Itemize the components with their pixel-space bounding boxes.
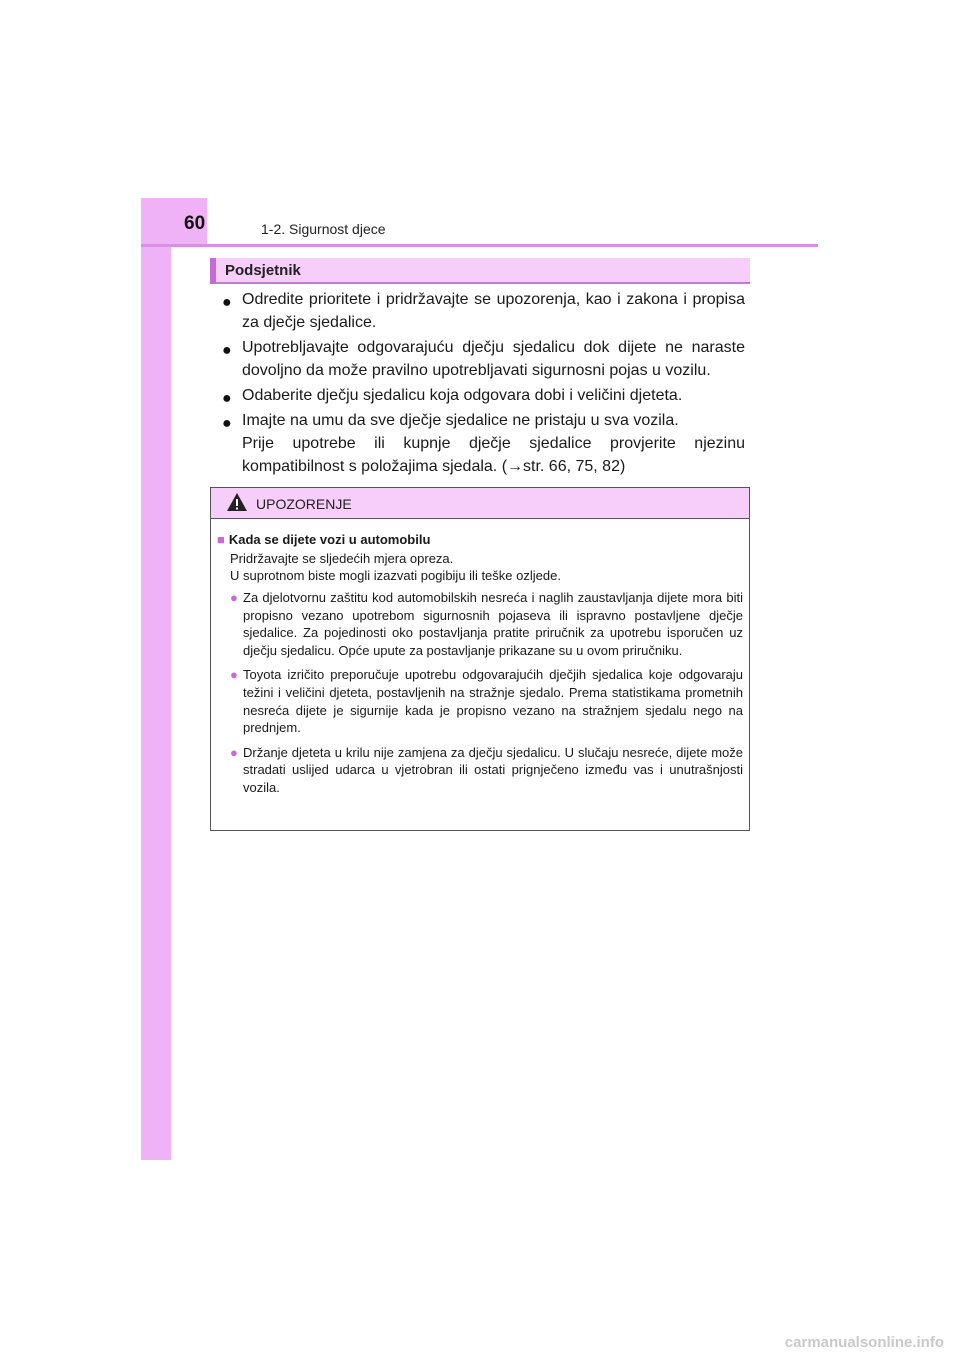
note-heading-label: Podsjetnik — [225, 262, 301, 279]
note-heading — [210, 258, 750, 284]
bullet-icon: ● — [222, 415, 232, 432]
note-item-text: Imajte na umu da sve dječje sjedalice ne pristaju u sva vozila. — [242, 412, 679, 429]
warning-subheading — [217, 531, 743, 548]
section-title: 1-2. Sigurnost djece — [261, 221, 386, 237]
note-heading-accent-bar — [210, 258, 216, 284]
warning-triangle-icon — [226, 492, 248, 512]
chapter-side-tab — [141, 198, 171, 1160]
warning-intro — [230, 550, 743, 584]
note-item-text: Odredite prioritete i pridržavajte se upozorenja, kao i zakona i propisa za dječje sjedalice. — [242, 291, 745, 331]
note-item-text: Upotrebljavajte odgovarajuću dječju sjedalicu dok dijete ne naraste dovoljno da može pravilno upotrebljavati sigurnosni pojas u vozilu. — [242, 339, 745, 379]
warning-list — [217, 589, 743, 797]
page-number: 60 — [184, 213, 206, 234]
warning-item-text: Držanje djeteta u krilu nije zamjena za dječju sjedalicu. U slučaju nesreće, dijete može stradati uslijed udarca u vjetrobran ili ostati prignječeno između vas i unutrašnjosti vozila. — [243, 744, 743, 795]
warning-item-text: Toyota izričito preporučuje upotrebu odgovarajućih dječjih sjedalica koje odgovaraju težini i veličini djeteta, postavljenih na stražnje sjedalo. Prema statistikama prometnih nesreća dijete je sigurnije kada je propisno vezano na stražnjem sjedalu nego na prednjem. — [243, 667, 743, 736]
warning-intro-line: U suprotnom biste mogli izazvati pogibiju ili teške ozljede. — [230, 568, 561, 583]
note-item — [210, 336, 745, 382]
warning-item — [217, 589, 743, 659]
warning-header — [211, 488, 749, 519]
warning-intro-line: Pridržavajte se sljedećih mjera opreza. — [230, 551, 454, 566]
warning-body — [211, 519, 749, 797]
header-divider — [141, 244, 818, 247]
note-item-text: Odaberite dječju sjedalicu koja odgovara dobi i veličini djeteta. — [242, 387, 683, 404]
bullet-icon: ● — [222, 390, 232, 407]
warning-box — [210, 487, 750, 831]
warning-item — [217, 666, 743, 736]
warning-label: UPOZORENJE — [256, 496, 352, 512]
note-item — [210, 384, 745, 407]
bullet-icon: ● — [222, 294, 232, 311]
bullet-icon: ● — [222, 342, 232, 359]
note-item — [210, 409, 745, 478]
note-item — [210, 288, 745, 334]
watermark: carmanualsonline.info — [784, 1334, 944, 1351]
bullet-icon: ● — [230, 590, 238, 605]
bullet-icon: ● — [230, 744, 238, 760]
square-bullet-icon: ■ — [217, 532, 225, 547]
bullet-icon: ● — [230, 667, 238, 683]
warning-subheading-text: Kada se dijete vozi u automobilu — [228, 532, 431, 547]
note-item-continuation: Prije upotrebe ili kupnje dječje sjedalice provjerite njezinu kompatibilnost s položajima sjedala. (→str. 66, 75, 82) — [242, 435, 745, 475]
note-list — [210, 288, 745, 480]
warning-item — [217, 744, 743, 797]
warning-item-text: Za djelotvornu zaštitu kod automobilskih nesreća i naglih zaustavljanja dijete mora biti propisno vezano upotrebom sigurnosnih pojaseva ili ispravno postavljene dječje sjedalice. Za pojedinosti oko postavljanja pratite priručnik za upotrebu isporučen uz dječju sjedalicu. Opće upute za postavljanje prikazane su u ovom priručniku. — [243, 590, 743, 658]
